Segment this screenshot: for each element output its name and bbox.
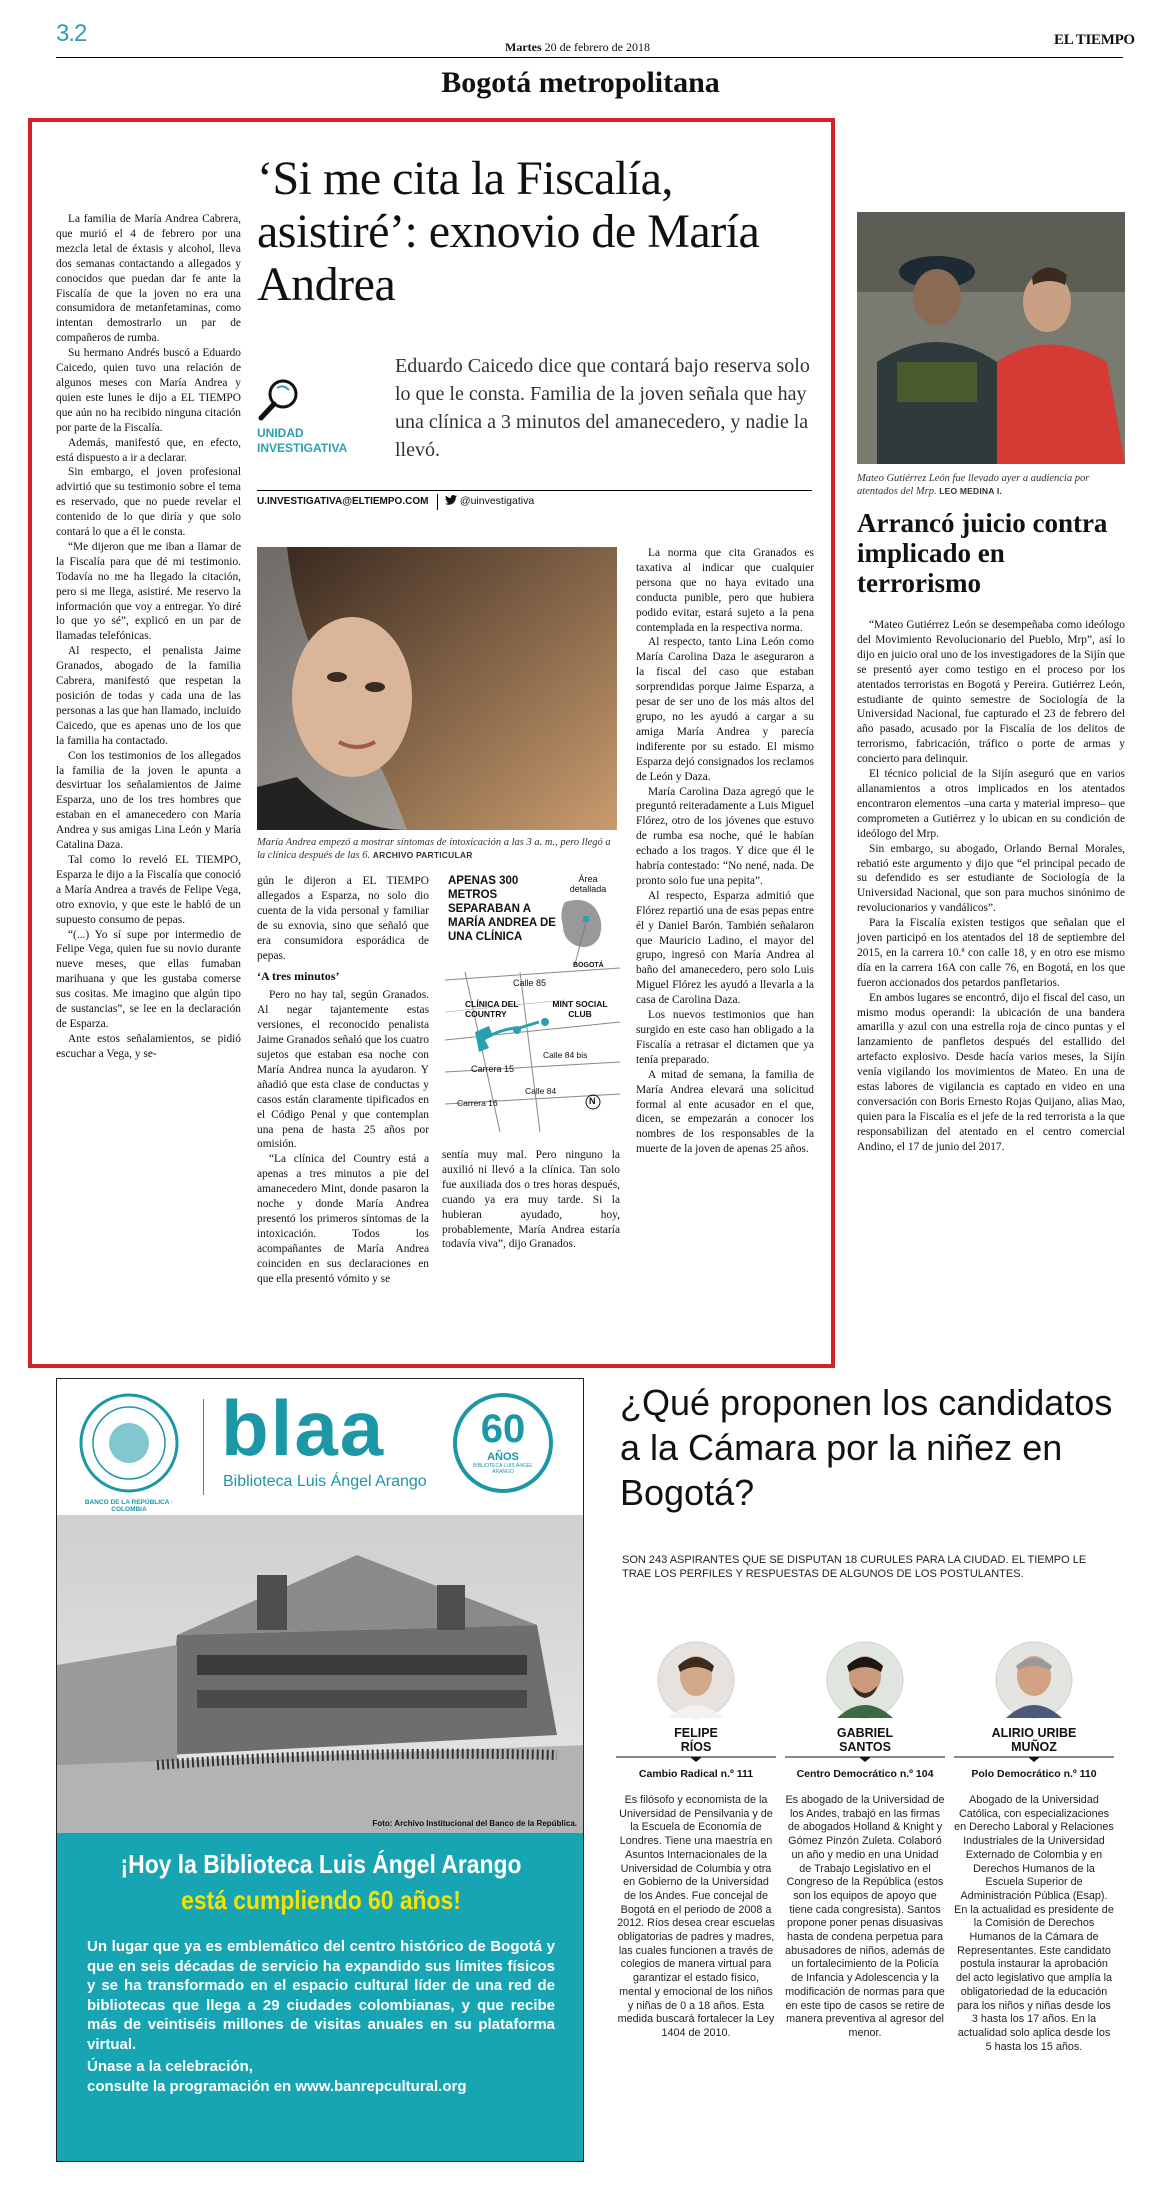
paragraph: “La clínica del Country está a apenas a tres minutos a pie del amanecedero Mint, donde pasaron la noche y donde María Andrea presentó los primeros síntomas de la intoxicación. Todos los acompañantes de María Andrea coinciden en sus declaraciones en que ella presentó vómito y se [257,1153,429,1285]
byline-twitter[interactable] [445,495,534,507]
paragraph: Además, manifestó que, en efecto, está dispuesto a ir a declarar. [56,436,241,464]
anniversary-sub: BIBLIOTECA LUIS ÁNGEL ARANGO [472,1463,534,1475]
side-photo [857,212,1125,464]
byline-twitter-handle: @uinvestigativa [459,495,535,507]
ad-cta-2[interactable]: consulte la programación en www.banrepcultural.org [87,2078,467,2095]
paragraph: Ante estos señalamientos, se pidió escuchar a Vega, y se- [56,1032,241,1060]
map-title: APENAS 300 METROS SEPARABAN A MARÍA ANDREA DE UNA CLÍNICA [448,875,556,943]
paragraph: gún le dijeron a EL TIEMPO allegados a Esparza, no solo dio cuenta de la vida personal y familiar de su exnovia, sino que señaló que era consumidora esporádica de pepas. [257,875,429,962]
byline-divider [437,494,438,510]
main-photo-caption [257,836,620,862]
main-photo [257,547,617,830]
photo-credit: ARCHIVO PARTICULAR [372,850,473,860]
paragraph: En ambos lugares se encontró, dijo el fiscal del caso, un mismo modus operandi: la ubicación de una bandera amarilla y azul con una estrella roja de cinco puntas y el lanzamiento de panfletos después del estallido del artefacto explosivo. Desde hacía varios meses, la Sijín venía vigilando los movimientos de Mateo. En una de estas labores de vigilancia es captado en video en una conversación con Boris Ernesto Rojas Quijano, alias Mao, quien para la Fiscalía es el jefe de la red terrorista a la que responsabilizan del atentado en el centro comercial Andino, el 17 de junio del 2017. [857,991,1125,1153]
paragraph: Su hermano Andrés buscó a Eduardo Caicedo, quien tuvo una relación de algunos meses con María Andrea y quien este lunes le dijo a EL TIEMPO que aún no ha recibido ninguna citación por parte de la Fiscalía. [56,347,241,434]
street-carrera-16: Carrera 16 [457,1098,498,1108]
name-underline [954,1754,1114,1762]
paragraph: Al respecto, tanto Lina León como María Carolina Daza le aseguraron a la fiscal del caso que estaban sorprendidas porque Jaime Esparza, a pesar de ser uno de los más altos del grupo, no les ayudó a cargar a su amiga María Andrea y parecía indiferente por su estado. El mismo Esparza dejó consignados los reclamos de León y Daza. [636,636,814,783]
paragraph: “Mateo Gutiérrez León se desempeñaba como ideólogo del Movimiento Revolucionario del Pueblo, Mrp”, así lo dijo en juicio oral uno de los investigadores de la Sijín que se presentó ayer como testigo en el proceso por los atentados terroristas en Bogotá y Pereira. Gutiérrez León, estudiante de quinto semestre de Sociología de la Universidad Nacional, fue capturado el 23 de febrero del año pasado, acusado por la Fiscalía de los delitos de terrorismo, fabricación, tráfico o porte de armas y concierto para delinquir. [857,619,1125,766]
candidate-card [785,1640,945,2041]
ad-cta-1: Únase a la celebración, [87,2058,253,2075]
map-detail-label: Área detallada [569,874,607,894]
ad-teal-panel [57,1833,584,2162]
candidate-photo [825,1640,905,1720]
street-calle-85: Calle 85 [513,978,547,988]
seal-divider [203,1399,204,1495]
investigative-unit-logo [257,376,303,427]
candidate-photo [994,1640,1074,1720]
map-infographic [445,872,620,1134]
main-col-2 [257,874,429,1286]
ad-headline-1: ¡Hoy la Biblioteca Luis Ángel Arango [120,1849,522,1879]
street-calle-84-bis: Calle 84 bis [543,1050,588,1060]
clinic-label: CLÍNICA DEL COUNTRY [465,999,519,1019]
candidate-name: FELIPE RÍOS [674,1726,718,1754]
date-line [505,40,650,55]
paragraph: A mitad de semana, la familia de María Andrea elevará una solicitud formal al ente acusador en el que, dicen, se empezarán a conocer los nombres de los responsables de la muerte de la joven de apenas 25 años. [636,1068,814,1156]
blaa-ad[interactable] [56,1378,584,2162]
candidate-card [616,1640,776,2041]
paragraph: Tal como lo reveló EL TIEMPO, Esparza le dijo a la Fiscalía que conoció a María Andrea a través de Felipe Vega, otro exnovio, y que este le habló de un supuesto consumo de pepas. [56,853,241,926]
candidate-party: Cambio Radical n.º 111 [638,1768,754,1780]
paragraph: La familia de María Andrea Cabrera, que murió el 4 de febrero por una mezcla letal de éxtasis y alcohol, lleva dos semanas contactando a allegados y conocidos que puedan dar fe ante la Fiscalía de que la joven no era una consumidora de metanfetaminas, como intentan demostrarlo un par de compañeros de rumba. [56,213,241,345]
candidate-name: ALIRIO URIBE MUÑOZ [991,1726,1077,1754]
byline-unit: UNIDAD INVESTIGATIVA [257,426,348,455]
paragraph: “Me dijeron que me iban a llamar de la Fiscalía para que dé mi testimonio. Todavía no me ha llegado la citación, pero si me llega, asistiré. Me reservo la información que voy a entregar. Yo diré lo que yo sé”, explicó en un par de llamadas telefónicas. [56,540,241,643]
candidate-name: GABRIEL SANTOS [836,1726,894,1754]
paragraph: Sin embargo, su abogado, Orlando Bernal Morales, rebatió este argumento y dijo que “el principal pecado de su defendido es ser estudiante de Sociología de la Universidad Nacional, que son para muchos sinónimo de revolucionarios y vandálicos”. [857,842,1125,915]
candidate-party: Polo Democrático n.º 110 [971,1768,1097,1780]
subhead: ‘A tres minutos’ [257,969,340,984]
caption-text: María Andrea empezó a mostrar síntomas de intoxicación a las 3 a. m., pero llegó a la clínica después de las 6. [257,837,611,861]
paragraph: Al respecto, el penalista Jaime Granados, abogado de la familia Cabrera, manifestó que respetan la posición de todas y cada una de las personas a las que han llamado, incluido Caicedo, que es apenas uno de los que la familia ha contactado. [56,645,241,747]
anniversary-number: 60 [480,1407,526,1451]
candidate-text: Es abogado de la Universidad de los Andes, trabajó en las firmas de abogados Holland & Knight y Gómez Pinzón Zuleta. Colaboró un año y medio en una Unidad de Trabajo Legislativo en el Congreso de la República (estos son los equipos de apoyo que tiene cada congresista). Santos propone poner penas disuasivas hasta de condena perpetua para abusadores de niños, además de un fortalecimiento de la Policía de Infancia y Adolescencia y la modificación de normas para que en este tipo de casos se retire de manera preventiva al agresor del menor. [785,1794,945,2039]
main-col-4 [636,546,814,1157]
paragraph: Al respecto, Esparza admitió que Flórez repartió una de esas pepas entre él y Daniel Barón. También señalaron que Mauricio Ladino, el mayor del grupo, ingresó con María Andrea al baño del amanecedero, pero solo Luis Miguel Flórez les ayudó a llevarla a la casa de Carolina Daza. [636,889,814,1007]
paragraph: sentía muy mal. Pero ninguno la auxilió ni llevó a la clínica. Tan solo fue auxiliada dos o tres horas después, cuando ya era muy tarde. Si la hubieran ayudado, hoy, probablemente, María Andrea estaría todavía viva”, dijo Granados. [442,1149,620,1251]
candidates-deck: SON 243 ASPIRANTES QUE SE DISPUTAN 18 CURULES PARA LA CIUDAD. EL TIEMPO LE TRAE LOS PERFILES Y RESPUESTAS DE ALGUNOS DE LOS POSTULANTES. [622,1554,1087,1580]
name-underline [785,1754,945,1762]
paragraph: Sin embargo, el joven profesional advirtió que su testimonio sobre el tema es reservado, que no puede revelar el contenido de lo que diría y que solo contará lo que a él le consta. [56,466,241,539]
date-day: Martes [505,40,542,54]
ad-body: Un lugar que ya es emblemático del centro histórico de Bogotá y que en seis décadas de servicio ha expandido sus límites físicos y se ha transformado en el espacio cultural líder de una red de bibliotecas que llega a 29 ciudades colombianas, y que recibe más de veintiséis millones de visitas anuales en su plataforma virtual. [87,1938,555,2053]
street-carrera-15: Carrera 15 [471,1064,515,1074]
twitter-icon [445,495,457,505]
date-rest: 20 de febrero de 2018 [544,40,650,54]
side-body [857,618,1125,1155]
library-photo [57,1515,584,1833]
paragraph: Los nuevos testimonios que han surgido en este caso han obligado a la Fiscalía a retrasar el dictamen que ya tenía preparado. [636,1009,814,1066]
portrait-photo [257,547,617,830]
candidate-text: Es filósofo y economista de la Universidad de Pensilvania y de la Escuela de Economía de Londres. Tiene una maestría en Asuntos Internacionales de la Universidad de Columbia y otra en Gobierno de la Universidad de los Andes. Fue concejal de Bogotá en el periodo de 2008 a 2012. Ríos desea crear escuelas obligatorias de padres y madres, las cuales funcionen a través de colegios de manera virtual para garantizar el estado físico, mental y emocional de los niños y niñas de 0 a 18 años. Esta medida buscará fortalecer la Ley 1404 de 2010. [617,1794,775,2039]
main-deck: Eduardo Caicedo dice que contará bajo reserva solo lo que le consta. Familia de la joven señala que hay una clínica a 3 minutos del amanecedero, y nadie la llevó. [395,355,810,461]
bank-seal-icon [77,1391,181,1495]
photo-credit: LEO MEDINA I. [939,486,1002,496]
paragraph: Para la Fiscalía existen testigos que señalan que el joven participó en los atentados del 18 de septiembre del 2015, en la carrera 10.ª con calle 18, y en otro ese mismo día en la carrera 16A con calle 76, en Bogotá, en los que fueron accionados dos petardos panfletarios. [857,917,1125,989]
bank-seal-text: BANCO DE LA REPÚBLICA · COLOMBIA [84,1499,174,1513]
anniversary-word: AÑOS [487,1451,519,1463]
blaa-logo: blaa [221,1384,386,1472]
caption-text: Mateo Gutiérrez León fue llevado ayer a audiencia por atentados del Mrp. [857,473,1090,497]
paragraph: María Carolina Daza agregó que le preguntó reiteradamente a Luis Miguel Flórez, otro de los jóvenes que estuvo de rumba esa noche, qué le habían echado a los tragos. Y dice que él le habría contestado: “No nené, nada. De pronto solo fue una pepita”. [636,785,814,887]
court-photo [857,212,1125,464]
main-col-3 [442,1148,620,1252]
paragraph: La norma que cita Granados es taxativa al indicar que cualquier persona que no haya evitado una conducta punible, pero que hubiera podido evitar, estará sujeto a la pena contemplada en la respectiva norma. [636,547,814,634]
side-photo-caption [857,472,1125,498]
street-calle-84: Calle 84 [525,1086,557,1096]
paragraph: El técnico policial de la Sijín aseguró que en varios allanamientos a otros implicados en los atentados encontraron elementos –una carta y material impreso– que comprometen a Gutiérrez y lo ubican en su condición de ideólogo del Mrp. [857,768,1125,840]
blaa-logo-sub: Biblioteca Luis Ángel Arango [223,1473,427,1490]
candidate-text: Abogado de la Universidad Católica, con especializaciones en Derecho Laboral y Relaciones Industriales de la Universidad Externado de Colombia y en Derechos Humanos de la Escuela Superior de Administración Pública (Esap). En la actualidad es presidente de la Comisión de Derechos Humanos de la Cámara de Representantes. Este candidato postula instaurar la aprobación del acto legislativo que amplía la obligatoriedad de la educación para los niños y niñas desde los 3 hasta los 17 años. En la actualidad solo aplica desde los 5 hasta los 15 años. [954,1794,1114,2053]
main-col-1 [56,212,241,1062]
candidate-party: Centro Democrático n.º 104 [796,1768,934,1780]
magnifier-icon [257,376,303,422]
name-underline [616,1754,776,1762]
candidate-card [954,1640,1114,2054]
candidates-headline: ¿Qué proponen los candidatos a la Cámara por la niñez en Bogotá? [620,1382,1113,1513]
candidate-photo [656,1640,736,1720]
paragraph: “(...) Yo sí supe por intermedio de Felipe Vega, quien fue su novio durante nueve meses, que ellas fumaban marihuana y que les gustaba comerse sus cositas. Me imagino que algún tipo de sustancias”, se lee en la declaración de Esparza. [56,928,241,1030]
byline-rule [257,490,812,491]
library-photo-credit: Foto: Archivo Institucional del Banco de la República. [372,1819,577,1828]
byline-email[interactable]: U.INVESTIGATIVA@ELTIEMPO.COM [257,496,429,507]
section-title: Bogotá metropolitana [441,66,720,99]
map-city-label: BOGOTÁ [573,962,604,969]
paragraph: Pero no hay tal, según Granados. Al negar tajantemente estas versiones, el reconocido penalista Jaime Granados señaló que los cuatro sujetos que estaban esa noche con María Andrea nunca la ayudaron. Y añadió que esta clase de conductas y casos están claramente tipificados en el Código Penal y que contemplan una pena de hasta 25 años por omisión. [257,989,429,1151]
paragraph: Con los testimonios de los allegados la familia de la joven le apunta a desvirtuar los señalamientos de Jaime Esparza, uno de los tres hombres que estaban en el amanecedero con María Andrea y sus amigas Lina León y María Catalina Daza. [56,749,241,852]
page-number: 3.2 [56,20,87,47]
header-rule [56,57,1123,58]
north-arrow-icon: N [589,1096,596,1106]
ad-headline-2: está cumpliendo 60 años! [181,1885,461,1915]
side-headline: Arrancó juicio contra implicado en terrorismo [857,508,1108,598]
club-label: MINT SOCIAL CLUB [552,999,608,1019]
main-headline: ‘Si me cita la Fiscalía, asistiré’: exnovio de María Andrea [257,152,760,311]
brand-logo: EL TIEMPO [1054,32,1135,48]
anniversary-badge [453,1393,553,1493]
